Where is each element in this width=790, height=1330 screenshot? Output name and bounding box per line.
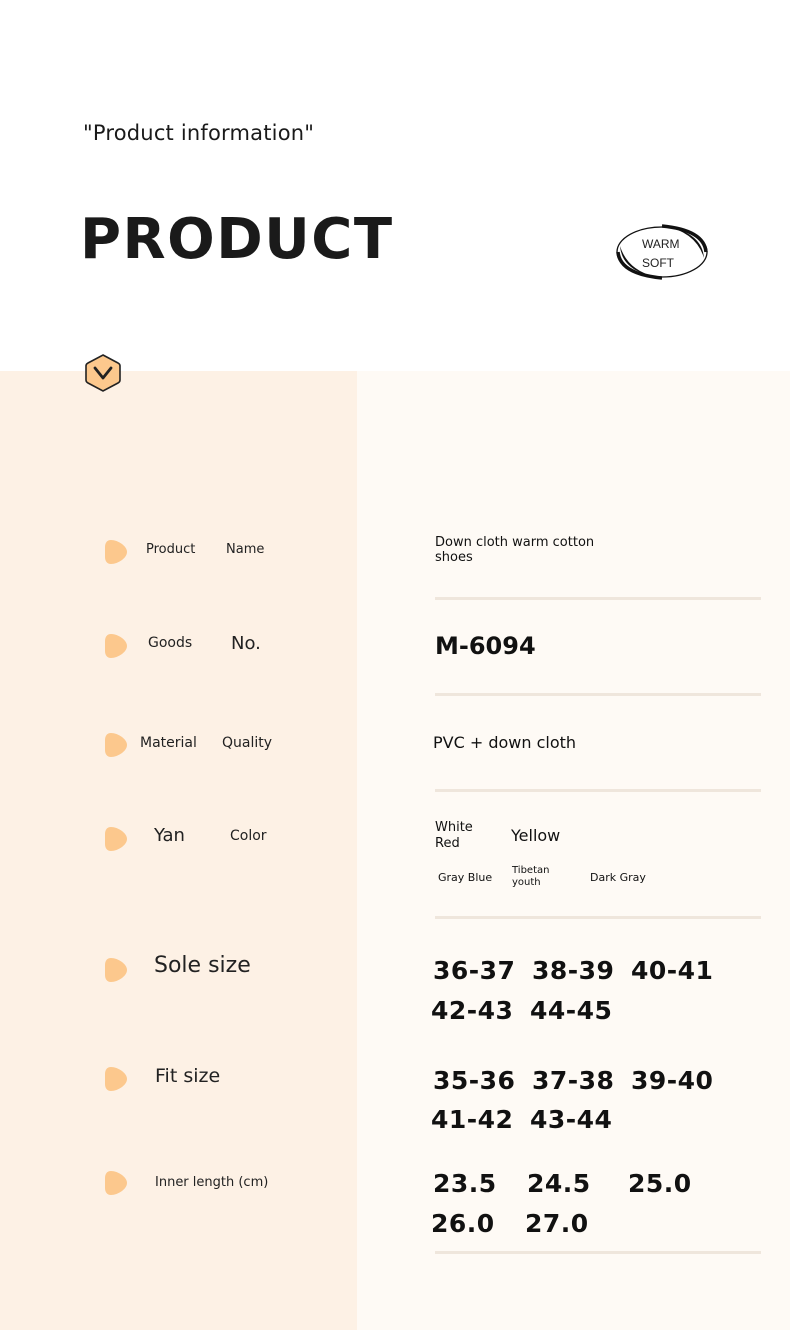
inner-length-value: 25.0 xyxy=(628,1169,692,1198)
sole-size-value: 38-39 xyxy=(532,956,615,985)
warm-soft-badge xyxy=(612,222,712,282)
row-divider xyxy=(435,916,761,919)
material-value: PVC + down cloth xyxy=(433,733,577,752)
bullet-icon xyxy=(104,633,128,659)
sole-size-label: Sole size xyxy=(154,953,251,978)
color-gray-blue: Gray Blue xyxy=(438,871,493,884)
sole-size-value: 40-41 xyxy=(631,956,714,985)
bullet-icon xyxy=(104,957,128,983)
row-divider xyxy=(435,1251,761,1254)
sole-size-value: 42-43 xyxy=(431,996,514,1025)
row-divider xyxy=(435,693,761,696)
color-label: Color xyxy=(230,828,267,844)
fit-size-value: 37-38 xyxy=(532,1066,615,1095)
bullet-icon xyxy=(104,826,128,852)
section-label: "Product information" xyxy=(83,121,315,145)
yan-label: Yan xyxy=(154,825,185,846)
chevron-hexagon-icon xyxy=(84,353,122,393)
product-label: Product xyxy=(146,542,196,557)
color-white-red: White Red xyxy=(435,820,473,851)
product-name-value: Down cloth warm cotton shoes xyxy=(435,535,595,565)
fit-size-value: 41-42 xyxy=(431,1105,514,1134)
goods-number-value: M-6094 xyxy=(435,632,536,660)
fit-size-label: Fit size xyxy=(155,1065,221,1087)
material-label: Material xyxy=(140,735,197,751)
color-tibetan-youth: Tibetan youth xyxy=(512,865,550,888)
bullet-icon xyxy=(104,1066,128,1092)
inner-length-label: Inner length (cm) xyxy=(155,1175,269,1190)
fit-size-value: 39-40 xyxy=(631,1066,714,1095)
color-yellow: Yellow xyxy=(511,826,561,845)
inner-length-value: 23.5 xyxy=(433,1169,497,1198)
badge-ellipse-icon xyxy=(612,222,712,282)
fit-size-value: 43-44 xyxy=(530,1105,613,1134)
badge-soft-text: SOFT xyxy=(642,256,674,270)
color-dark-gray: Dark Gray xyxy=(590,871,646,884)
inner-length-value: 26.0 xyxy=(431,1209,495,1238)
inner-length-value: 27.0 xyxy=(525,1209,589,1238)
name-label: Name xyxy=(226,542,265,557)
row-divider xyxy=(435,789,761,792)
inner-length-value: 24.5 xyxy=(527,1169,591,1198)
no-label: No. xyxy=(231,633,261,654)
bullet-icon xyxy=(104,1170,128,1196)
row-divider xyxy=(435,597,761,600)
page-title: PRODUCT xyxy=(80,207,394,272)
fit-size-value: 35-36 xyxy=(433,1066,516,1095)
sole-size-value: 44-45 xyxy=(530,996,613,1025)
quality-label: Quality xyxy=(222,735,273,751)
bullet-icon xyxy=(104,732,128,758)
goods-label: Goods xyxy=(148,635,193,651)
sole-size-value: 36-37 xyxy=(433,956,516,985)
bullet-icon xyxy=(104,539,128,565)
badge-warm-text: WARM xyxy=(642,237,680,251)
